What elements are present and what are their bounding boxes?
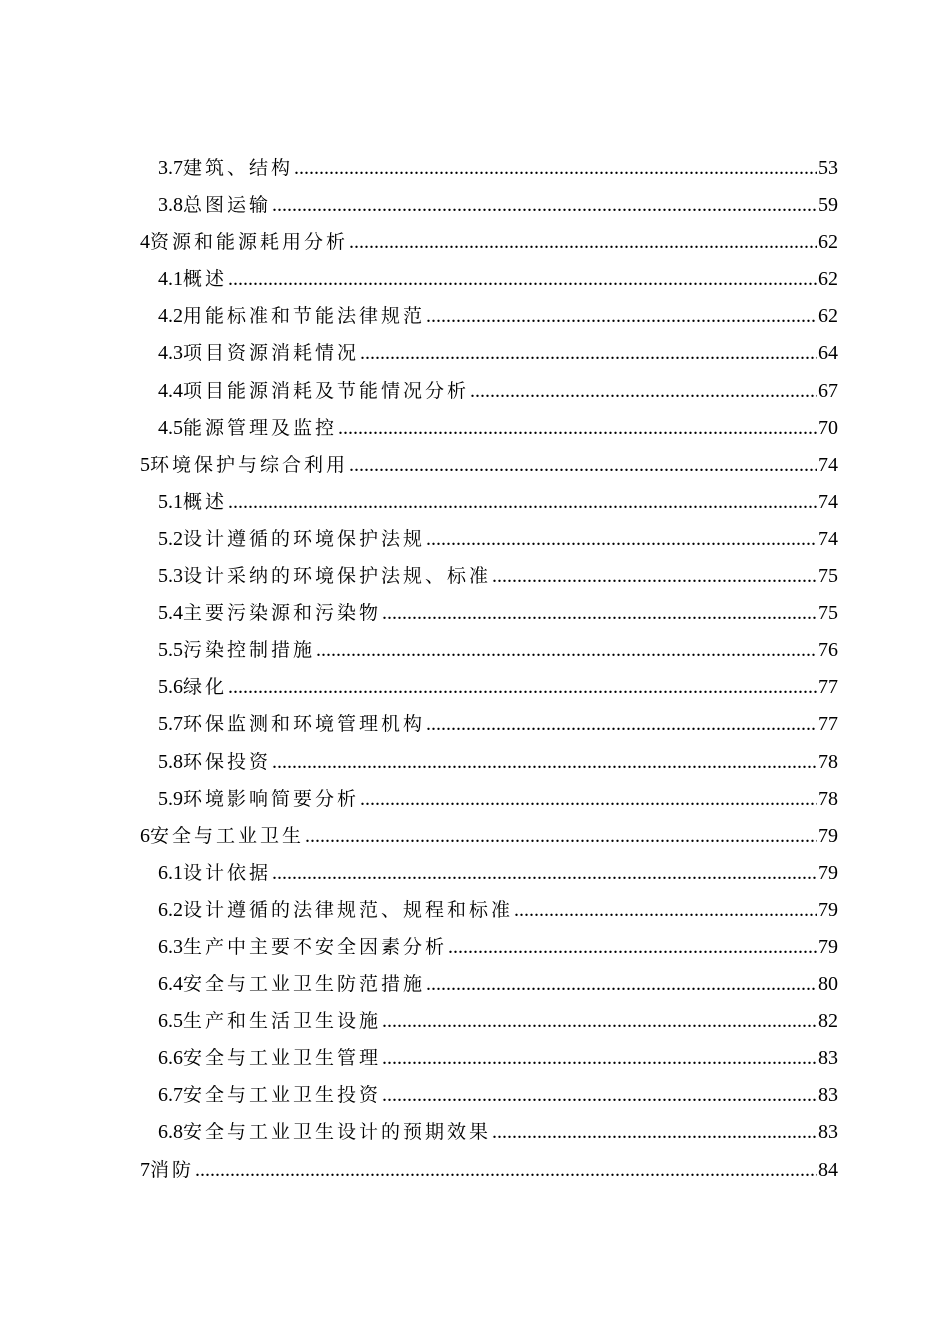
toc-entry-page-number: 75: [818, 602, 838, 625]
toc-entry-number: 3.8: [158, 194, 183, 217]
toc-chapter-entry[interactable]: [140, 821, 838, 858]
toc-section-entry[interactable]: [140, 561, 838, 598]
toc-entry-number: 6.5: [158, 1010, 183, 1033]
toc-entry-page-number: 78: [818, 750, 838, 773]
toc-entry-number: 4.3: [158, 342, 183, 365]
toc-entry-page-number: 82: [818, 1010, 838, 1033]
toc-dot-leader: [514, 899, 817, 922]
toc-entry-page-number: 83: [818, 1047, 838, 1070]
toc-entry-number: 4: [140, 231, 150, 254]
toc-entry-number: 5.3: [158, 565, 183, 588]
toc-dot-leader: [448, 936, 817, 959]
toc-dot-leader: [426, 528, 817, 551]
toc-dot-leader: [382, 1084, 817, 1107]
toc-entry-number: 5.9: [158, 787, 183, 810]
toc-entry-number: 5.6: [158, 676, 183, 699]
toc-entry-number: 5.2: [158, 527, 183, 550]
toc-entry-number: 5.4: [158, 602, 183, 625]
toc-entry-title: 建筑、结构: [183, 157, 294, 179]
toc-section-entry[interactable]: [140, 1043, 838, 1080]
toc-dot-leader: [228, 268, 817, 291]
toc-entry-number: 4.5: [158, 416, 183, 439]
toc-dot-leader: [305, 825, 817, 848]
toc-entry-title: 安全与工业卫生防范措施: [183, 973, 426, 996]
toc-section-entry[interactable]: [140, 1117, 838, 1154]
toc-section-entry[interactable]: [140, 784, 838, 821]
toc-section-entry[interactable]: [140, 301, 838, 338]
toc-dot-leader: [294, 157, 817, 180]
toc-chapter-entry[interactable]: [140, 450, 838, 487]
toc-entry-number: 6.6: [158, 1047, 183, 1070]
toc-dot-leader: [426, 713, 817, 736]
toc-entry-title: 环保监测和环境管理机构: [183, 713, 426, 736]
toc-entry-page-number: 83: [818, 1121, 838, 1144]
table-of-contents: [140, 153, 838, 1192]
toc-dot-leader: [272, 194, 817, 217]
toc-section-entry[interactable]: [140, 895, 838, 932]
toc-entry-number: 5: [140, 453, 150, 476]
toc-entry-page-number: 76: [818, 639, 838, 662]
toc-entry-title: 环境影响简要分析: [183, 787, 360, 810]
toc-entry-title: 主要污染源和污染物: [183, 602, 382, 625]
toc-entry-page-number: 74: [818, 453, 838, 476]
toc-entry-page-number: 53: [818, 157, 838, 179]
toc-entry-title: 概述: [183, 490, 228, 513]
toc-entry-number: 5.5: [158, 639, 183, 662]
toc-entry-page-number: 74: [818, 490, 838, 513]
toc-entry-title: 概述: [183, 268, 228, 291]
toc-section-entry[interactable]: [140, 153, 838, 190]
toc-entry-page-number: 74: [818, 527, 838, 550]
toc-dot-leader: [492, 1121, 817, 1144]
toc-entry-title: 生产和生活卫生设施: [183, 1010, 382, 1033]
toc-entry-page-number: 64: [818, 342, 838, 365]
toc-entry-title: 设计遵循的环境保护法规: [183, 527, 426, 550]
toc-entry-title: 安全与工业卫生设计的预期效果: [183, 1121, 492, 1144]
toc-entry-number: 4.2: [158, 305, 183, 328]
toc-entry-title: 设计遵循的法律规范、规程和标准: [183, 898, 514, 921]
toc-section-entry[interactable]: [140, 709, 838, 746]
toc-entry-page-number: 62: [818, 231, 838, 254]
toc-entry-title: 安全与工业卫生: [150, 824, 305, 847]
toc-entry-title: 污染控制措施: [183, 639, 316, 662]
toc-entry-page-number: 79: [818, 935, 838, 958]
toc-entry-number: 6.3: [158, 935, 183, 958]
toc-section-entry[interactable]: [140, 190, 838, 227]
toc-section-entry[interactable]: [140, 635, 838, 672]
toc-entry-page-number: 62: [818, 305, 838, 328]
toc-entry-title: 设计采纳的环境保护法规、标准: [183, 565, 492, 588]
toc-dot-leader: [349, 231, 817, 254]
toc-entry-number: 4.4: [158, 379, 183, 402]
toc-dot-leader: [195, 1159, 817, 1182]
toc-dot-leader: [338, 417, 817, 440]
toc-dot-leader: [272, 862, 817, 885]
toc-dot-leader: [316, 639, 817, 662]
toc-entry-title: 安全与工业卫生投资: [183, 1084, 382, 1107]
toc-entry-number: 5.1: [158, 490, 183, 513]
toc-dot-leader: [470, 380, 817, 403]
toc-entry-title: 绿化: [183, 676, 228, 699]
toc-entry-number: 6.8: [158, 1121, 183, 1144]
toc-entry-page-number: 62: [818, 268, 838, 291]
toc-entry-number: 6.7: [158, 1084, 183, 1107]
toc-dot-leader: [360, 788, 817, 811]
toc-entry-page-number: 84: [818, 1158, 838, 1181]
toc-entry-page-number: 79: [818, 898, 838, 921]
toc-section-entry[interactable]: [140, 1006, 838, 1043]
toc-entry-title: 项目能源消耗及节能情况分析: [183, 379, 470, 402]
toc-entry-title: 环境保护与综合利用: [150, 453, 349, 476]
toc-chapter-entry[interactable]: [140, 1155, 838, 1192]
toc-entry-number: 6.1: [158, 861, 183, 884]
toc-entry-title: 项目资源消耗情况: [183, 342, 360, 365]
toc-entry-number: 5.8: [158, 750, 183, 773]
toc-entry-page-number: 79: [818, 861, 838, 884]
toc-entry-title: 用能标准和节能法律规范: [183, 305, 426, 328]
toc-entry-page-number: 80: [818, 973, 838, 996]
toc-entry-number: 6.2: [158, 898, 183, 921]
toc-entry-page-number: 59: [818, 194, 838, 217]
toc-section-entry[interactable]: [140, 598, 838, 635]
toc-chapter-entry[interactable]: [140, 227, 838, 264]
toc-section-entry[interactable]: [140, 413, 838, 450]
toc-entry-title: 资源和能源耗用分析: [150, 231, 349, 254]
toc-section-entry[interactable]: [140, 858, 838, 895]
toc-dot-leader: [382, 1047, 817, 1070]
toc-dot-leader: [426, 973, 817, 996]
toc-dot-leader: [382, 1010, 817, 1033]
toc-dot-leader: [228, 491, 817, 514]
toc-dot-leader: [349, 454, 817, 477]
toc-entry-title: 安全与工业卫生管理: [183, 1047, 382, 1070]
toc-section-entry[interactable]: [140, 969, 838, 1006]
toc-entry-number: 3.7: [158, 157, 183, 179]
toc-entry-number: 4.1: [158, 268, 183, 291]
toc-entry-title: 设计依据: [183, 861, 272, 884]
toc-section-entry[interactable]: [140, 264, 838, 301]
toc-section-entry[interactable]: [140, 487, 838, 524]
toc-entry-page-number: 79: [818, 824, 838, 847]
toc-entry-number: 5.7: [158, 713, 183, 736]
toc-entry-title: 环保投资: [183, 750, 272, 773]
toc-entry-title: 生产中主要不安全因素分析: [183, 935, 448, 958]
toc-entry-number: 6: [140, 824, 150, 847]
toc-entry-number: 7: [140, 1158, 150, 1181]
toc-entry-title: 消防: [150, 1158, 195, 1181]
toc-entry-page-number: 70: [818, 416, 838, 439]
toc-section-entry[interactable]: [140, 376, 838, 413]
toc-entry-page-number: 78: [818, 787, 838, 810]
toc-entry-page-number: 75: [818, 565, 838, 588]
toc-entry-page-number: 77: [818, 676, 838, 699]
toc-dot-leader: [492, 565, 817, 588]
toc-entry-number: 6.4: [158, 973, 183, 996]
toc-section-entry[interactable]: [140, 1080, 838, 1117]
toc-dot-leader: [360, 342, 817, 365]
toc-entry-page-number: 67: [818, 379, 838, 402]
toc-entry-page-number: 77: [818, 713, 838, 736]
toc-section-entry[interactable]: [140, 932, 838, 969]
toc-section-entry[interactable]: [140, 747, 838, 784]
toc-dot-leader: [426, 305, 817, 328]
toc-dot-leader: [272, 751, 817, 774]
toc-section-entry[interactable]: [140, 672, 838, 709]
toc-dot-leader: [228, 676, 817, 699]
toc-entry-title: 能源管理及监控: [183, 416, 338, 439]
toc-entry-page-number: 83: [818, 1084, 838, 1107]
toc-dot-leader: [382, 602, 817, 625]
toc-entry-title: 总图运输: [183, 194, 272, 217]
toc-section-entry[interactable]: [140, 524, 838, 561]
toc-section-entry[interactable]: [140, 338, 838, 375]
